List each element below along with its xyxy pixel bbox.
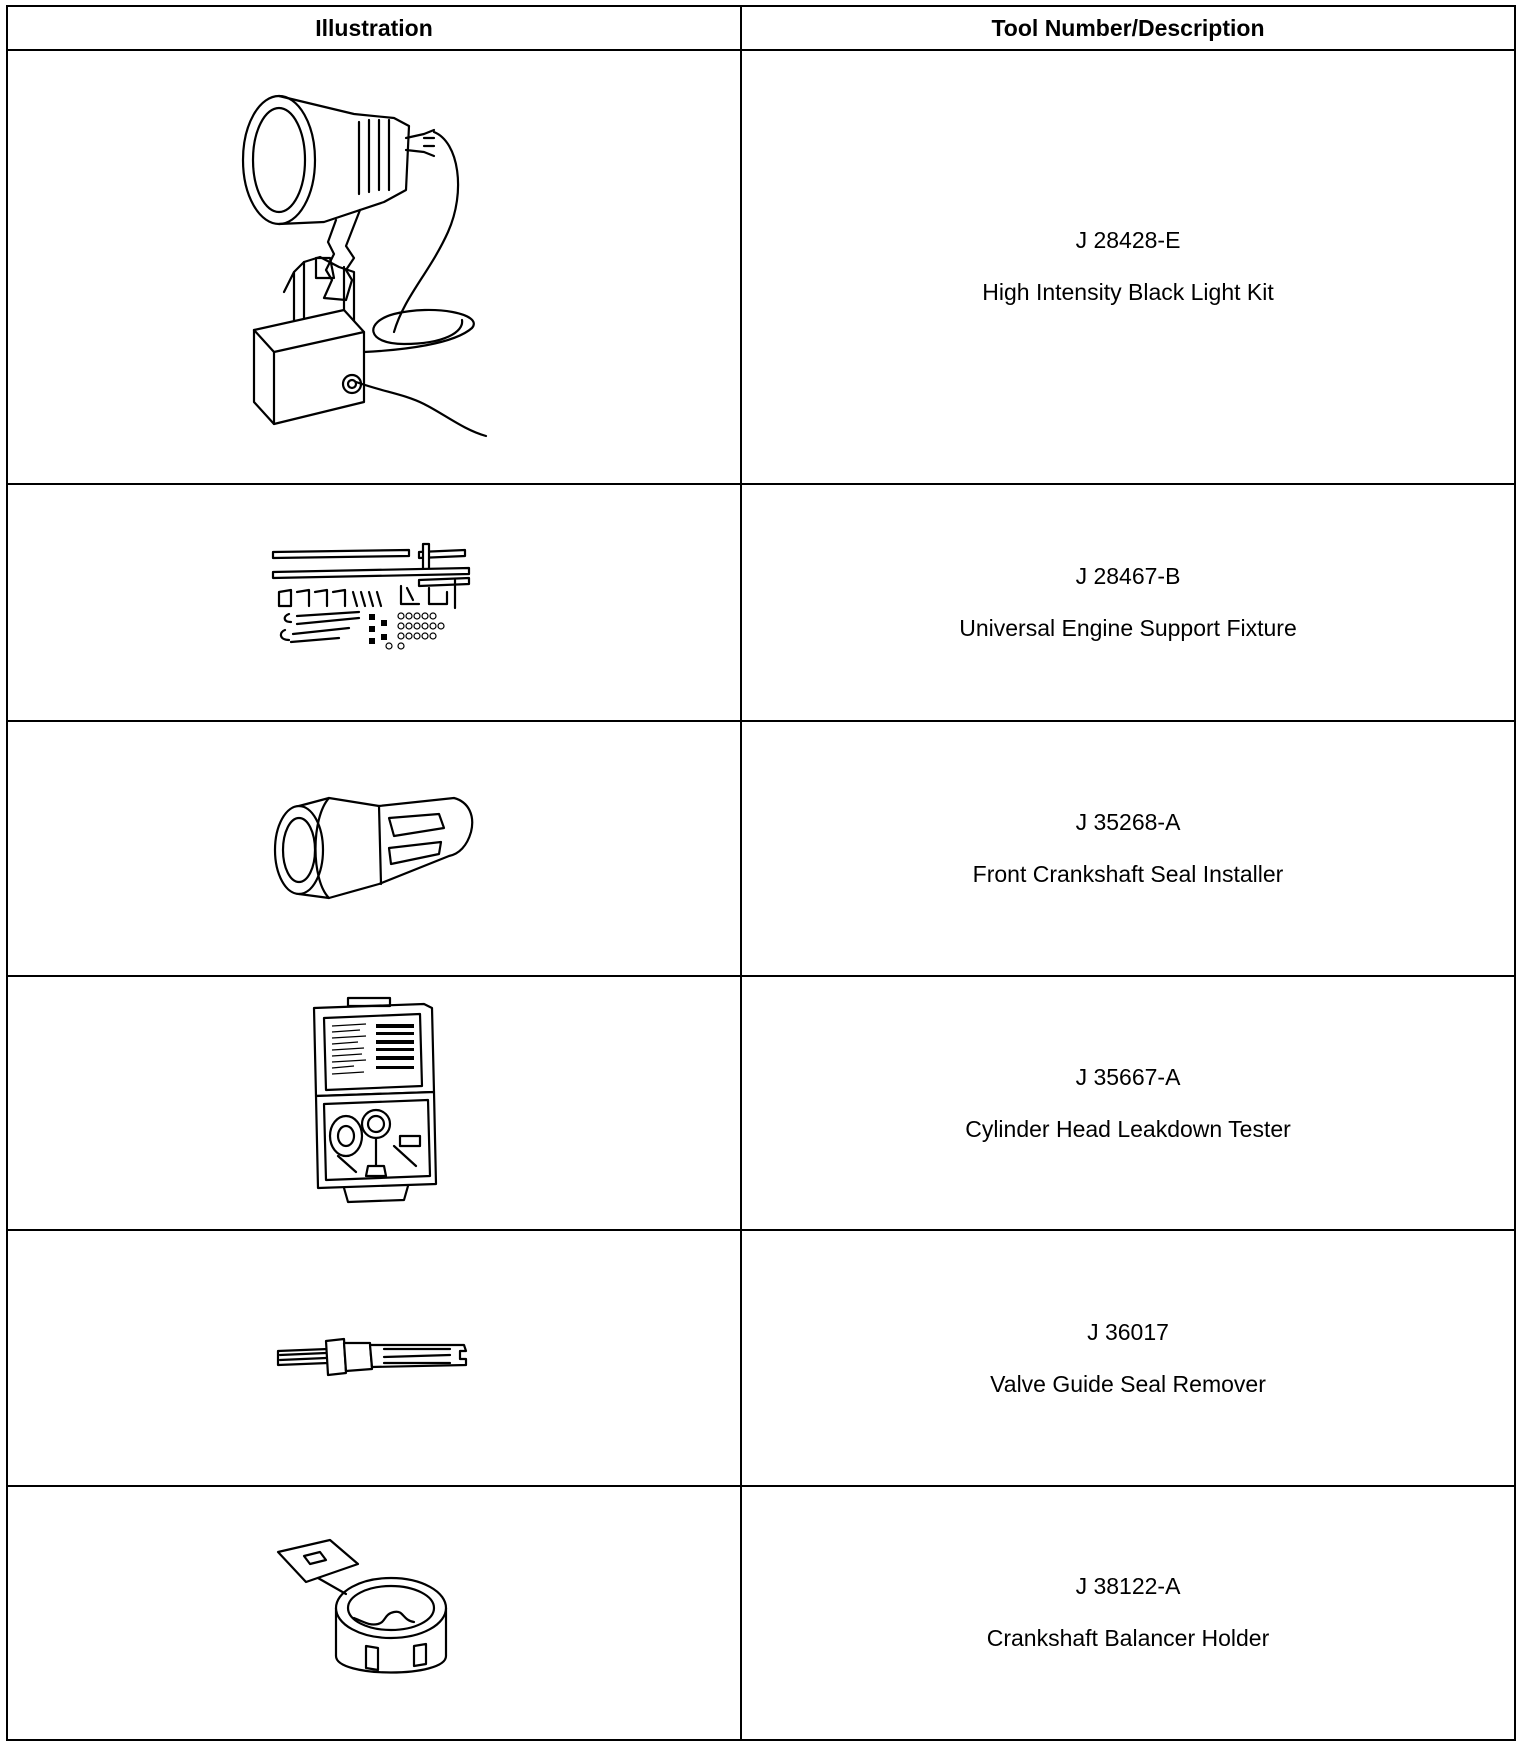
special-tools-table <box>6 5 1516 1741</box>
tool-description-cell <box>741 1486 1515 1740</box>
tool-description: High Intensity Black Light Kit <box>982 279 1274 306</box>
table-row <box>7 1230 1515 1485</box>
tool-number: J 35667-A <box>1075 1063 1181 1090</box>
tool-description: Valve Guide Seal Remover <box>990 1370 1266 1397</box>
illustration-cell <box>7 976 741 1230</box>
illustration-cell <box>7 484 741 721</box>
leakdown-tester-case-icon <box>304 996 444 1210</box>
illustration-cell <box>7 1486 741 1740</box>
tool-number: J 35268-A <box>1075 808 1181 835</box>
tool-description-cell <box>741 484 1515 721</box>
table-row <box>7 484 1515 721</box>
tool-number: J 38122-A <box>1075 1573 1181 1600</box>
table-row <box>7 976 1515 1230</box>
tool-number: J 36017 <box>1087 1318 1169 1345</box>
tool-description-cell <box>741 1230 1515 1485</box>
illustration-cell <box>7 1230 741 1485</box>
tool-description: Front Crankshaft Seal Installer <box>972 860 1284 887</box>
seal-installer-icon <box>269 788 479 908</box>
illustration-cell <box>7 721 741 976</box>
header-row <box>7 6 1515 50</box>
engine-support-fixture-icon <box>269 542 479 662</box>
tool-description: Universal Engine Support Fixture <box>959 614 1297 641</box>
header-tool-description: Tool Number/Description <box>741 6 1515 50</box>
header-illustration: Illustration <box>7 6 741 50</box>
tool-number: J 28428-E <box>1075 227 1181 254</box>
table-row <box>7 721 1515 976</box>
black-light-kit-icon <box>234 82 514 452</box>
table-row <box>7 1486 1515 1740</box>
tool-description-cell <box>741 976 1515 1230</box>
tool-description-cell <box>741 721 1515 976</box>
tool-description: Cylinder Head Leakdown Tester <box>965 1115 1291 1142</box>
tool-description: Crankshaft Balancer Holder <box>986 1625 1270 1652</box>
balancer-holder-icon <box>274 1538 474 1688</box>
tool-number: J 28467-B <box>1075 562 1181 589</box>
tool-description-cell <box>741 50 1515 484</box>
illustration-cell <box>7 50 741 484</box>
valve-seal-remover-icon <box>274 1333 474 1383</box>
table-row <box>7 50 1515 484</box>
